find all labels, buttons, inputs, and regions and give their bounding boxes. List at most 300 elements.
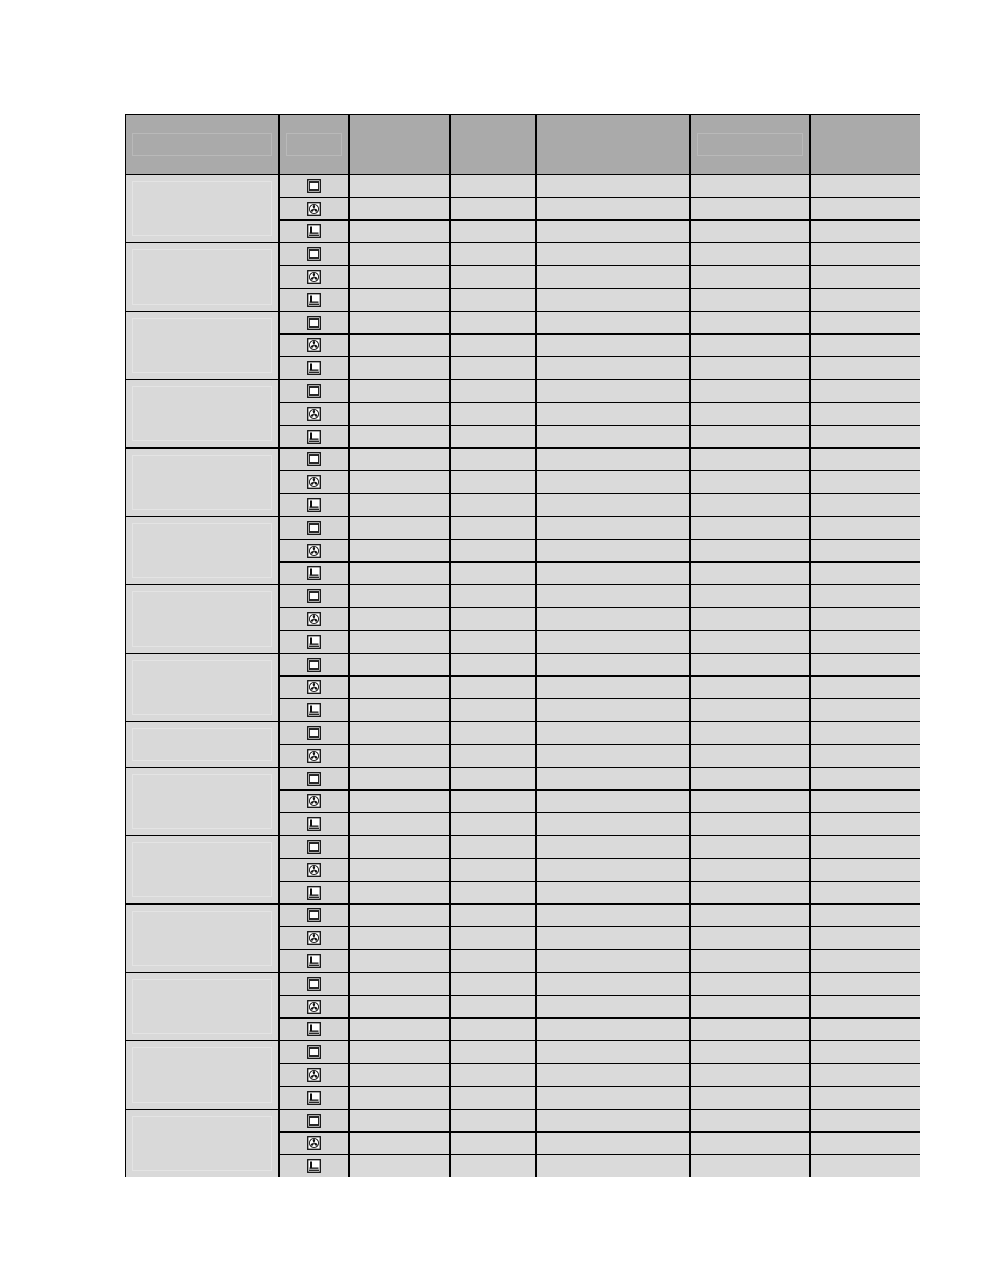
name-inner-frame [132, 249, 272, 304]
table-cell [811, 403, 920, 425]
table-cell [451, 631, 535, 653]
table-cell [811, 722, 920, 744]
column-header [350, 115, 449, 174]
oven-conventional-icon [307, 589, 321, 603]
oven-fan-icon [307, 931, 321, 945]
mode-cell [280, 335, 348, 357]
table-cell [537, 585, 689, 607]
table-cell [451, 699, 535, 721]
table-cell [811, 631, 920, 653]
oven-fan-icon [307, 612, 321, 626]
table-cell [537, 608, 689, 630]
table-cell [691, 175, 809, 197]
table-cell [811, 859, 920, 881]
column-header [126, 115, 278, 174]
table-cell [537, 950, 689, 972]
oven-fan-icon [307, 202, 321, 216]
table-cell [350, 699, 449, 721]
table-cell [451, 813, 535, 835]
name-inner-frame [132, 1116, 272, 1171]
table-cell [537, 289, 689, 311]
table-cell [451, 585, 535, 607]
mode-cell [280, 1087, 348, 1109]
oven-fan-icon [307, 680, 321, 694]
oven-grill-icon [307, 224, 321, 238]
table-cell [691, 996, 809, 1018]
table-cell [537, 1087, 689, 1109]
table-cell [451, 1087, 535, 1109]
table-cell [350, 1133, 449, 1155]
table-cell [350, 722, 449, 744]
table-cell [350, 813, 449, 835]
table-cell [691, 631, 809, 653]
oven-fan-icon [307, 1068, 321, 1082]
table-cell [451, 836, 535, 858]
table-cell [537, 426, 689, 448]
table-cell [811, 1019, 920, 1041]
table-cell [350, 927, 449, 949]
table-cell [350, 1155, 449, 1177]
table-cell [451, 540, 535, 562]
table-cell [451, 1064, 535, 1086]
mode-cell [280, 426, 348, 448]
table-cell [811, 563, 920, 585]
mode-cell [280, 175, 348, 197]
table-cell [691, 357, 809, 379]
table-cell [537, 175, 689, 197]
table-cell [451, 905, 535, 927]
table-cell [691, 699, 809, 721]
table-cell [691, 608, 809, 630]
mode-cell [280, 266, 348, 288]
oven-grill-icon [307, 498, 321, 512]
table-cell [451, 950, 535, 972]
table-cell [691, 905, 809, 927]
table-cell [350, 266, 449, 288]
column-header [451, 115, 535, 174]
table-cell [537, 312, 689, 334]
oven-grill-icon [307, 1091, 321, 1105]
table-cell [451, 1155, 535, 1177]
table-cell [451, 608, 535, 630]
food-group-name [126, 1041, 278, 1108]
table-cell [350, 540, 449, 562]
table-cell [350, 380, 449, 402]
mode-cell [280, 768, 348, 790]
table-cell [811, 882, 920, 904]
table-cell [451, 1019, 535, 1041]
table-cell [691, 563, 809, 585]
oven-grill-icon [307, 817, 321, 831]
table-cell [691, 1155, 809, 1177]
mode-cell [280, 1041, 348, 1063]
table-cell [451, 403, 535, 425]
table-cell [811, 357, 920, 379]
table-cell [451, 722, 535, 744]
oven-conventional-icon [307, 908, 321, 922]
table-cell [811, 335, 920, 357]
table-cell [350, 517, 449, 539]
oven-grill-icon [307, 1159, 321, 1173]
mode-cell [280, 791, 348, 813]
table-cell [691, 449, 809, 471]
table-cell [811, 973, 920, 995]
mode-cell [280, 836, 348, 858]
name-inner-frame [132, 386, 272, 441]
mode-cell [280, 813, 348, 835]
mode-cell [280, 540, 348, 562]
table-cell [350, 631, 449, 653]
table-cell [811, 836, 920, 858]
table-cell [350, 243, 449, 265]
table-cell [350, 905, 449, 927]
table-cell [811, 198, 920, 220]
table-cell [350, 950, 449, 972]
food-group-name [126, 312, 278, 379]
mode-cell [280, 449, 348, 471]
name-inner-frame [132, 455, 272, 510]
oven-conventional-icon [307, 452, 321, 466]
table-cell [350, 494, 449, 516]
name-inner-frame [132, 911, 272, 966]
table-cell [537, 380, 689, 402]
table-cell [811, 791, 920, 813]
table-cell [350, 449, 449, 471]
table-cell [691, 1133, 809, 1155]
table-cell [691, 973, 809, 995]
table-cell [451, 768, 535, 790]
table-cell [537, 1019, 689, 1041]
table-cell [691, 266, 809, 288]
table-cell [691, 243, 809, 265]
table-cell [350, 357, 449, 379]
table-cell [811, 221, 920, 243]
column-header [280, 115, 348, 174]
oven-conventional-icon [307, 179, 321, 193]
table-cell [451, 1041, 535, 1063]
oven-conventional-icon [307, 247, 321, 261]
table-cell [811, 745, 920, 767]
table-cell [350, 312, 449, 334]
oven-fan-icon [307, 1136, 321, 1150]
mode-cell [280, 1155, 348, 1177]
table-cell [691, 1064, 809, 1086]
oven-conventional-icon [307, 1045, 321, 1059]
oven-grill-icon [307, 430, 321, 444]
table-cell [691, 927, 809, 949]
table-cell [350, 289, 449, 311]
oven-grill-icon [307, 293, 321, 307]
mode-cell [280, 654, 348, 676]
table-cell [811, 312, 920, 334]
name-inner-frame [132, 660, 272, 715]
oven-fan-icon [307, 749, 321, 763]
table-cell [451, 175, 535, 197]
oven-grill-icon [307, 886, 321, 900]
table-cell [451, 312, 535, 334]
table-cell [451, 1110, 535, 1132]
table-cell [691, 403, 809, 425]
table-cell [451, 791, 535, 813]
oven-conventional-icon [307, 316, 321, 330]
table-cell [537, 243, 689, 265]
oven-conventional-icon [307, 977, 321, 991]
oven-grill-icon [307, 566, 321, 580]
table-cell [350, 836, 449, 858]
table-cell [350, 585, 449, 607]
table-cell [811, 380, 920, 402]
table-cell [451, 266, 535, 288]
mode-cell [280, 996, 348, 1018]
column-header [537, 115, 689, 174]
table-cell [691, 768, 809, 790]
table-cell [350, 563, 449, 585]
table-cell [811, 1133, 920, 1155]
table-cell [451, 996, 535, 1018]
table-cell [451, 927, 535, 949]
table-cell [537, 699, 689, 721]
oven-fan-icon [307, 407, 321, 421]
table-cell [537, 517, 689, 539]
name-inner-frame [132, 591, 272, 646]
mode-cell [280, 631, 348, 653]
table-cell [691, 221, 809, 243]
oven-fan-icon [307, 475, 321, 489]
table-cell [537, 882, 689, 904]
cooking-table [125, 114, 920, 1177]
table-cell [537, 631, 689, 653]
table-cell [691, 950, 809, 972]
table-cell [350, 1064, 449, 1086]
name-inner-frame [132, 318, 272, 373]
name-inner-frame [132, 523, 272, 578]
table-cell [451, 289, 535, 311]
table-cell [537, 859, 689, 881]
table-cell [451, 380, 535, 402]
food-group-name [126, 654, 278, 721]
mode-cell [280, 927, 348, 949]
table-cell [537, 654, 689, 676]
mode-cell [280, 722, 348, 744]
name-inner-frame [132, 842, 272, 897]
table-cell [691, 517, 809, 539]
table-cell [451, 1133, 535, 1155]
header-inner-frame [697, 133, 803, 156]
table-cell [537, 996, 689, 1018]
table-cell [691, 722, 809, 744]
table-cell [811, 449, 920, 471]
table-cell [811, 517, 920, 539]
oven-grill-icon [307, 635, 321, 649]
table-cell [811, 243, 920, 265]
table-cell [350, 1041, 449, 1063]
table-cell [350, 403, 449, 425]
table-cell [811, 1041, 920, 1063]
mode-cell [280, 699, 348, 721]
mode-cell [280, 677, 348, 699]
table-cell [691, 1041, 809, 1063]
table-cell [691, 882, 809, 904]
table-cell [451, 494, 535, 516]
mode-cell [280, 289, 348, 311]
mode-cell [280, 1064, 348, 1086]
table-cell [811, 289, 920, 311]
table-cell [691, 471, 809, 493]
food-group-name [126, 380, 278, 447]
table-cell [537, 335, 689, 357]
oven-fan-icon [307, 338, 321, 352]
table-cell [811, 585, 920, 607]
table-cell [537, 403, 689, 425]
table-cell [537, 791, 689, 813]
table-cell [691, 1087, 809, 1109]
table-cell [537, 768, 689, 790]
oven-fan-icon [307, 270, 321, 284]
oven-fan-icon [307, 544, 321, 558]
mode-cell [280, 950, 348, 972]
mode-cell [280, 403, 348, 425]
food-group-name [126, 836, 278, 903]
mode-cell [280, 494, 348, 516]
name-inner-frame [132, 1047, 272, 1102]
table-cell [537, 905, 689, 927]
table-cell [691, 677, 809, 699]
table-cell [537, 494, 689, 516]
table-cell [350, 677, 449, 699]
table-cell [691, 335, 809, 357]
table-cell [811, 950, 920, 972]
mode-cell [280, 517, 348, 539]
mode-cell [280, 563, 348, 585]
table-cell [811, 654, 920, 676]
table-cell [451, 654, 535, 676]
header-inner-frame [132, 133, 272, 156]
mode-cell [280, 1110, 348, 1132]
table-cell [451, 198, 535, 220]
food-group-name [126, 1110, 278, 1177]
table-cell [811, 927, 920, 949]
oven-conventional-icon [307, 840, 321, 854]
table-cell [350, 973, 449, 995]
table-cell [811, 813, 920, 835]
table-cell [451, 471, 535, 493]
name-inner-frame [132, 181, 272, 236]
table-cell [537, 563, 689, 585]
table-cell [691, 312, 809, 334]
mode-cell [280, 1133, 348, 1155]
table-cell [537, 813, 689, 835]
mode-cell [280, 221, 348, 243]
food-group-name [126, 175, 278, 242]
oven-conventional-icon [307, 772, 321, 786]
table-cell [537, 722, 689, 744]
table-cell [691, 654, 809, 676]
table-cell [537, 357, 689, 379]
table-cell [811, 677, 920, 699]
table-cell [537, 471, 689, 493]
table-cell [350, 608, 449, 630]
mode-cell [280, 745, 348, 767]
table-cell [451, 973, 535, 995]
table-cell [451, 517, 535, 539]
table-cell [537, 540, 689, 562]
table-cell [451, 426, 535, 448]
food-group-name [126, 768, 278, 835]
mode-cell [280, 471, 348, 493]
table-cell [691, 380, 809, 402]
oven-grill-icon [307, 1022, 321, 1036]
food-group-name [126, 449, 278, 516]
table-cell [350, 791, 449, 813]
table-cell [691, 859, 809, 881]
oven-conventional-icon [307, 521, 321, 535]
table-cell [811, 699, 920, 721]
mode-cell [280, 380, 348, 402]
table-cell [811, 1087, 920, 1109]
table-cell [537, 973, 689, 995]
table-cell [811, 996, 920, 1018]
oven-conventional-icon [307, 726, 321, 740]
table-cell [350, 859, 449, 881]
name-inner-frame [132, 774, 272, 829]
oven-conventional-icon [307, 1114, 321, 1128]
table-cell [691, 791, 809, 813]
oven-fan-icon [307, 1000, 321, 1014]
table-cell [451, 745, 535, 767]
table-cell [350, 426, 449, 448]
mode-cell [280, 882, 348, 904]
table-cell [691, 426, 809, 448]
table-cell [691, 836, 809, 858]
mode-cell [280, 585, 348, 607]
table-cell [350, 768, 449, 790]
table-cell [811, 905, 920, 927]
mode-cell [280, 198, 348, 220]
table-cell [350, 882, 449, 904]
food-group-name [126, 973, 278, 1040]
table-cell [691, 289, 809, 311]
name-inner-frame [132, 979, 272, 1034]
table-cell [537, 198, 689, 220]
table-cell [451, 243, 535, 265]
table-cell [451, 449, 535, 471]
table-cell [811, 426, 920, 448]
table-cell [537, 927, 689, 949]
table-cell [691, 585, 809, 607]
table-cell [350, 1087, 449, 1109]
table-cell [350, 198, 449, 220]
table-cell [537, 1110, 689, 1132]
oven-grill-icon [307, 954, 321, 968]
table-cell [811, 175, 920, 197]
table-cell [451, 882, 535, 904]
table-cell [451, 335, 535, 357]
table-cell [691, 540, 809, 562]
table-cell [350, 1019, 449, 1041]
table-cell [537, 745, 689, 767]
table-cell [691, 198, 809, 220]
column-header [811, 115, 920, 174]
table-cell [811, 540, 920, 562]
table-cell [811, 471, 920, 493]
table-cell [811, 1064, 920, 1086]
table-cell [350, 745, 449, 767]
oven-fan-icon [307, 794, 321, 808]
table-cell [350, 471, 449, 493]
table-cell [537, 1133, 689, 1155]
food-group-name [126, 722, 278, 766]
table-cell [811, 1110, 920, 1132]
